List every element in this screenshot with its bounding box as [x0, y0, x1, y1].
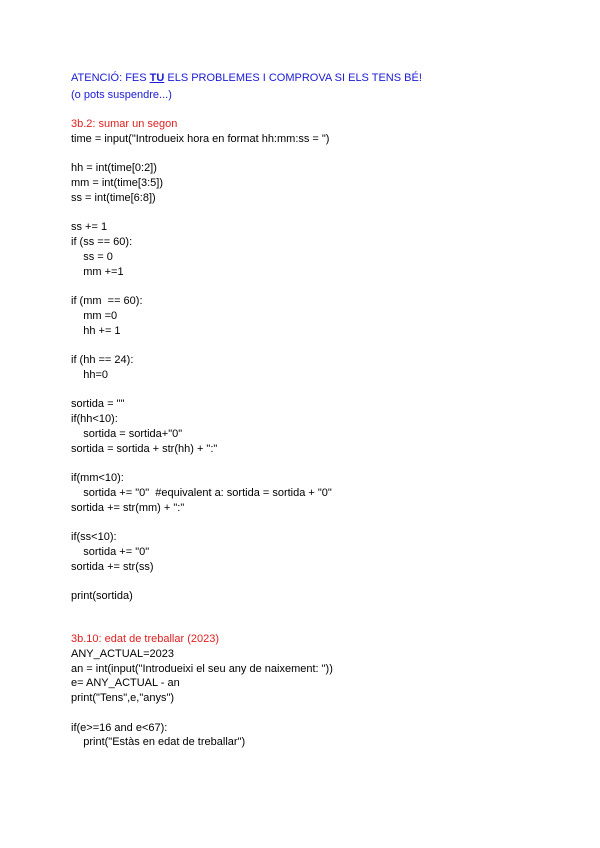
code-line: mm = int(time[3:5]) — [71, 177, 163, 189]
code-line: if (hh == 24): — [71, 354, 134, 366]
notice-pre: ATENCIÓ: FES — [71, 72, 150, 84]
code-line: mm +=1 — [71, 265, 124, 278]
section-heading: 3b.2: sumar un segon — [71, 118, 178, 130]
notice-emphasis: TU — [149, 72, 165, 84]
code-line: if(ss<10): — [71, 531, 117, 543]
code-line: hh += 1 — [71, 324, 121, 337]
code-line: ss += 1 — [71, 221, 108, 234]
code-line: print("Tens",e,"anys") — [71, 692, 175, 704]
code-line: print("Estàs en edat de treballar") — [71, 736, 246, 749]
code-line: an = int(input("Introdueixi el seu any de naixement: ")) — [71, 662, 333, 675]
code-line: sortida = "" — [71, 398, 125, 411]
notice-subline: (o pots suspendre...) — [71, 89, 172, 101]
notice-post: ELS PROBLEMES I COMPROVA SI ELS TENS BÉ! — [164, 72, 422, 84]
code-line: sortida += "0" #equivalent a: sortida = sortida + "0" — [71, 486, 332, 499]
code-line: if(e>=16 and e<67): — [71, 721, 168, 734]
code-line: sortida = sortida+"0" — [71, 427, 183, 440]
code-line: e= ANY_ACTUAL - an — [71, 677, 180, 690]
code-line: if(mm<10): — [71, 472, 124, 484]
code-line: ss = 0 — [71, 250, 113, 263]
code-line: ss = int(time[6:8]) — [71, 191, 156, 204]
code-line: sortida += "0" — [71, 545, 150, 558]
code-line: ANY_ACTUAL=2023 — [71, 647, 175, 660]
code-line: sortida += str(ss) — [71, 560, 154, 573]
code-line: hh=0 — [71, 368, 109, 381]
code-line: print(sortida) — [71, 590, 133, 602]
code-line: hh = int(time[0:2]) — [71, 162, 157, 175]
code-line: if (mm == 60): — [71, 295, 143, 307]
code-line: mm =0 — [71, 309, 118, 322]
code-line: sortida += str(mm) + ":" — [71, 501, 185, 514]
code-line: time = input("Introdueix hora en format hh:mm:ss = ") — [71, 132, 330, 145]
section-heading: 3b.10: edat de treballar (2023) — [71, 633, 219, 645]
code-line: if(hh<10): — [71, 413, 118, 425]
code-line: sortida = sortida + str(hh) + ":" — [71, 442, 218, 455]
code-line: if (ss == 60): — [71, 236, 133, 248]
notice-line — [71, 71, 422, 85]
